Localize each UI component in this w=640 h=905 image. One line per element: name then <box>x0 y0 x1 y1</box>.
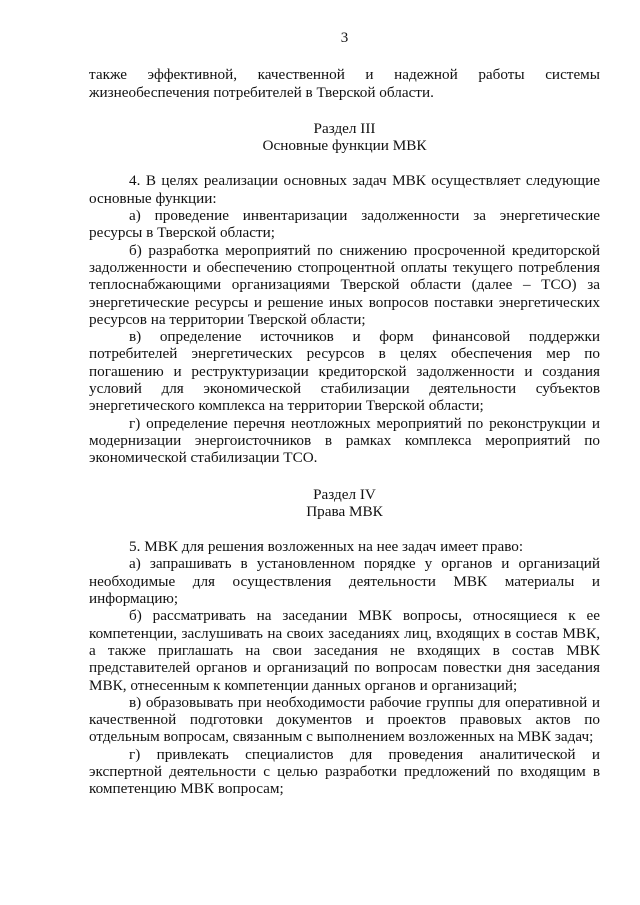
section-4-item-g: г) привлекать специалистов для проведения аналитической и экспертной деятельности с целью разработки предложений по входящим в компетенцию МВК вопросам; <box>89 745 600 798</box>
section-4-heading <box>89 486 600 521</box>
section-4-item-b: б) рассматривать на заседании МВК вопросы, относящиеся к ее компетенции, заслушивать на своих заседаниях лиц, входящих в состав МВК, а также приглашать на свои заседания не входящих в состав МВК представителей органов и организаций по вопросам повестки дня заседания МВК, отнесенным к компетенции данных органов и организаций; <box>89 607 600 694</box>
section-3-item-b: б) разработка мероприятий по снижению просроченной кредиторской задолженности и обеспечению стопроцентной оплаты текущего потребления теплоснабжающими организациями Тверской области (далее – ТСО) за энергетические ресурсы и решение иных вопросов поставки энергетических ресурсов на территории Тверской области; <box>89 241 600 328</box>
section-4-subtitle: Права МВК <box>306 502 383 520</box>
section-4-item-5: 5. МВК для решения возложенных на нее задач имеет право: <box>129 538 524 556</box>
section-3-title: Раздел III <box>313 119 376 137</box>
section-3-subtitle: Основные функции МВК <box>262 137 427 155</box>
page-number: 3 <box>340 30 349 46</box>
document-page <box>89 30 600 798</box>
section-4-title: Раздел IV <box>313 485 376 503</box>
section-3-item-4: 4. В целях реализации основных задач МВК осуществляет следующие основные функции: <box>89 172 600 207</box>
intro-paragraph: также эффективной, качественной и надежной работы системы жизнеобеспечения потребителей в Тверской области. <box>89 66 600 101</box>
section-3-heading <box>89 120 600 155</box>
section-3-item-v: в) определение источников и форм финансовой поддержки потребителей энергетических ресурсов в целях обеспечения мер по погашению и реструктуризации кредиторской задолженности и создания условий для экономической стабилизации деятельности субъектов энергетического комплекса на территории Тверской области; <box>89 328 600 415</box>
section-4-item-a: а) запрашивать в установленном порядке у органов и организаций необходимые для осуществления деятельности МВК материалы и информацию; <box>89 555 600 608</box>
section-4-item-v: в) образовывать при необходимости рабочие группы для оперативной и качественной подготовки документов и проектов правовых актов по отдельным вопросам, связанным с выполнением возложенных на МВК задач; <box>89 693 600 746</box>
section-3-item-g: г) определение перечня неотложных мероприятий по реконструкции и модернизации энергоисточников в рамках комплекса мероприятий по экономической стабилизации ТСО. <box>89 414 600 467</box>
section-3-item-a: а) проведение инвентаризации задолженности за энергетические ресурсы в Тверской области; <box>89 207 600 242</box>
